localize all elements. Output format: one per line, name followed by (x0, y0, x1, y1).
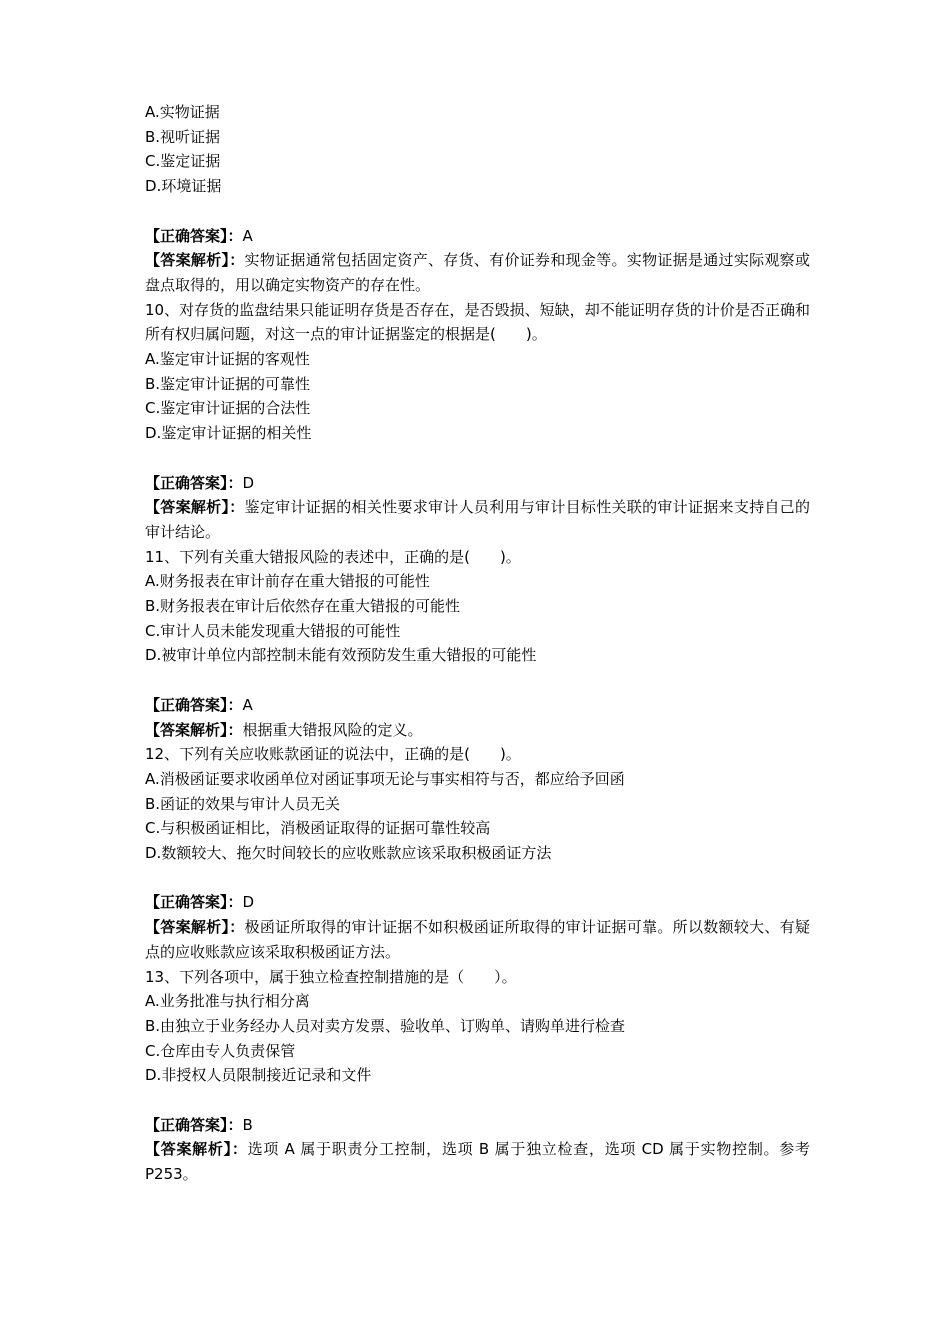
answer-value: A (242, 695, 253, 714)
q12-analysis (145, 915, 810, 964)
analysis-label: 【答案解析】： (145, 918, 245, 937)
spacer (145, 446, 810, 471)
q10-option-d: D.鉴定审计证据的相关性 (145, 424, 312, 443)
q10-option-a: A.鉴定审计证据的客观性 (145, 350, 310, 369)
q11-answer (145, 693, 810, 718)
q11-option-d: D.被审计单位内部控制未能有效预防发生重大错报的可能性 (145, 646, 537, 665)
q13-option-b: B.由独立于业务经办人员对卖方发票、验收单、订购单、请购单进行检查 (145, 1016, 626, 1035)
q12-answer (145, 890, 810, 915)
q10-option-b: B.鉴定审计证据的可靠性 (145, 374, 311, 393)
analysis-label: 【答案解析】： (145, 251, 245, 270)
q9-analysis (145, 248, 810, 297)
analysis-label: 【答案解析】： (145, 1140, 248, 1159)
answer-label: 【正确答案】： (145, 695, 243, 714)
q12-option-d: D.数额较大、拖欠时间较长的应收账款应该采取积极函证方法 (145, 844, 552, 863)
answer-value: A (242, 226, 253, 245)
q9-option-d: D.环境证据 (145, 177, 222, 196)
q10-option-c: C.鉴定审计证据的合法性 (145, 399, 311, 418)
spacer (145, 668, 810, 693)
analysis-text: 鉴定审计证据的相关性要求审计人员利用与审计目标性关联的审计证据来支持自己的审计结论。 (145, 498, 810, 541)
q10-question: 10、对存货的监盘结果只能证明存货是否存在，是否毁损、短缺，却不能证明存货的计价是否正确和所有权归属问题，对这一点的审计证据鉴定的根据是( )。 (145, 300, 810, 344)
answer-value: D (242, 893, 255, 912)
answer-label: 【正确答案】： (145, 893, 243, 912)
q13-option-a: A.业务批准与执行相分离 (145, 992, 310, 1011)
answer-value: D (242, 473, 255, 492)
answer-value: B (242, 1115, 253, 1134)
q9-option-c: C.鉴定证据 (145, 152, 221, 171)
page-content (145, 100, 810, 1187)
analysis-label: 【答案解析】： (145, 498, 245, 517)
spacer (145, 866, 810, 891)
answer-label: 【正确答案】： (145, 473, 243, 492)
q11-question: 11、下列有关重大错报风险的表述中，正确的是( )。 (145, 547, 521, 566)
q10-answer (145, 471, 810, 496)
q10-analysis (145, 495, 810, 544)
q12-option-b: B.函证的效果与审计人员无关 (145, 794, 341, 813)
q13-analysis (145, 1137, 810, 1186)
q9-option-b: B.视听证据 (145, 127, 221, 146)
q13-question: 13、下列各项中，属于独立检查控制措施的是（ ）。 (145, 967, 517, 986)
q12-question: 12、下列有关应收账款函证的说法中，正确的是( )。 (145, 745, 521, 764)
q11-analysis (145, 718, 810, 743)
q12-option-a: A.消极函证要求收函单位对函证事项无论与事实相符与否，都应给予回函 (145, 769, 625, 788)
q13-answer (145, 1113, 810, 1138)
spacer (145, 1088, 810, 1113)
analysis-text: 极函证所取得的审计证据不如积极函证所取得的审计证据可靠。所以数额较大、有疑点的应收账款应该采取积极函证方法。 (145, 918, 810, 961)
q13-option-d: D.非授权人员限制接近记录和文件 (145, 1066, 372, 1085)
q11-option-b: B.财务报表在审计后依然存在重大错报的可能性 (145, 597, 461, 616)
answer-label: 【正确答案】： (145, 1115, 243, 1134)
q12-option-c: C.与积极函证相比，消极函证取得的证据可靠性较高 (145, 819, 491, 838)
answer-label: 【正确答案】： (145, 226, 243, 245)
analysis-label: 【答案解析】： (145, 720, 243, 739)
q11-option-a: A.财务报表在审计前存在重大错报的可能性 (145, 572, 430, 591)
analysis-text: 实物证据通常包括固定资产、存货、有价证券和现金等。实物证据是通过实际观察或盘点取得的，用以确定实物资产的存在性。 (145, 251, 810, 294)
analysis-text: 选项 A 属于职责分工控制，选项 B 属于独立检查，选项 CD 属于实物控制。参考 P253。 (145, 1140, 810, 1184)
q9-answer (145, 224, 810, 249)
spacer (145, 199, 810, 224)
q13-option-c: C.仓库由专人负责保管 (145, 1041, 296, 1060)
q9-option-a: A.实物证据 (145, 103, 220, 121)
q11-option-c: C.审计人员未能发现重大错报的可能性 (145, 621, 401, 640)
analysis-text: 根据重大错报风险的定义。 (242, 720, 423, 739)
